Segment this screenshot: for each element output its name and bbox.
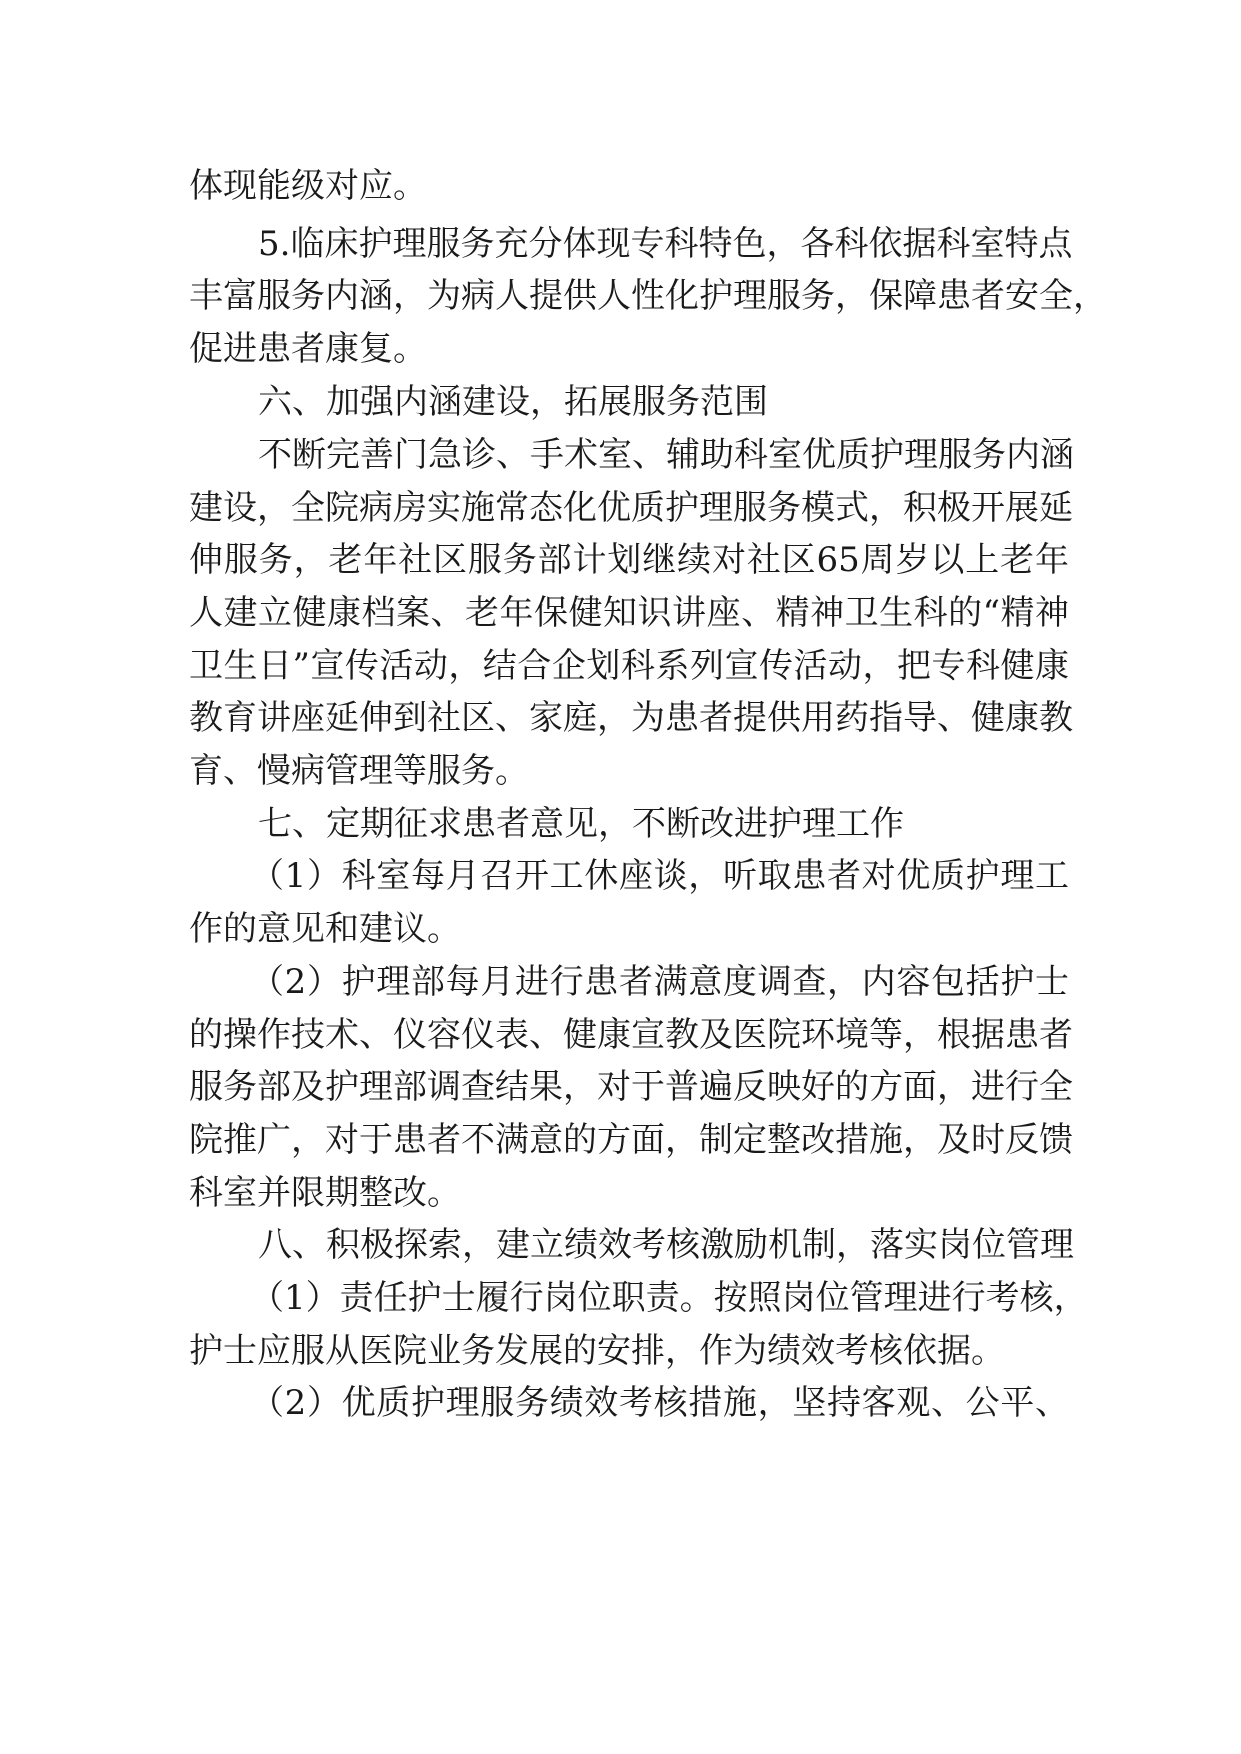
text-line: （1）科室每月召开工休座谈，听取患者对优质护理工 <box>250 856 1069 896</box>
text-line: 体现能级对应。 <box>189 166 427 206</box>
text-line: 院推广，对于患者不满意的方面，制定整改措施，及时反馈 <box>189 1120 1073 1160</box>
text-line: 护士应服从医院业务发展的安排，作为绩效考核依据。 <box>189 1331 1005 1371</box>
text-line: 伸服务，老年社区服务部计划继续对社区65周岁以上老年 <box>189 540 1069 580</box>
text-line: 科室并限期整改。 <box>189 1173 461 1213</box>
text-line: 服务部及护理部调查结果，对于普遍反映好的方面，进行全 <box>189 1067 1073 1107</box>
text-line: （2）护理部每月进行患者满意度调查，内容包括护士 <box>250 962 1069 1002</box>
text-line: 不断完善门急诊、手术室、辅助科室优质护理服务内涵 <box>258 435 1074 475</box>
text-line: 卫生日”宣传活动，结合企划科系列宣传活动，把专科健康 <box>189 646 1069 686</box>
text-line: 作的意见和建议。 <box>189 909 461 949</box>
section-heading: 七、定期征求患者意见，不断改进护理工作 <box>258 804 904 844</box>
text-line: （2）优质护理服务绩效考核措施，坚持客观、公平、 <box>250 1383 1069 1423</box>
text-line: 促进患者康复。 <box>189 329 427 369</box>
text-line: 人建立健康档案、老年保健知识讲座、精神卫生科的“精神 <box>189 593 1069 633</box>
text-line: （1）责任护士履行岗位职责。按照岗位管理进行考核， <box>250 1278 1088 1318</box>
text-line: 育、慢病管理等服务。 <box>189 751 529 791</box>
text-line: 5.临床护理服务充分体现专科特色，各科依据科室特点 <box>258 224 1073 264</box>
section-heading: 八、积极探索，建立绩效考核激励机制，落实岗位管理 <box>258 1225 1074 1265</box>
section-heading: 六、加强内涵建设，拓展服务范围 <box>258 382 768 422</box>
text-line: 教育讲座延伸到社区、家庭，为患者提供用药指导、健康教 <box>189 698 1073 738</box>
text-line: 的操作技术、仪容仪表、健康宣教及医院环境等，根据患者 <box>189 1015 1073 1055</box>
text-line: 丰富服务内涵，为病人提供人性化护理服务，保障患者安全， <box>189 276 1107 316</box>
text-line: 建设，全院病房实施常态化优质护理服务模式，积极开展延 <box>189 488 1073 528</box>
